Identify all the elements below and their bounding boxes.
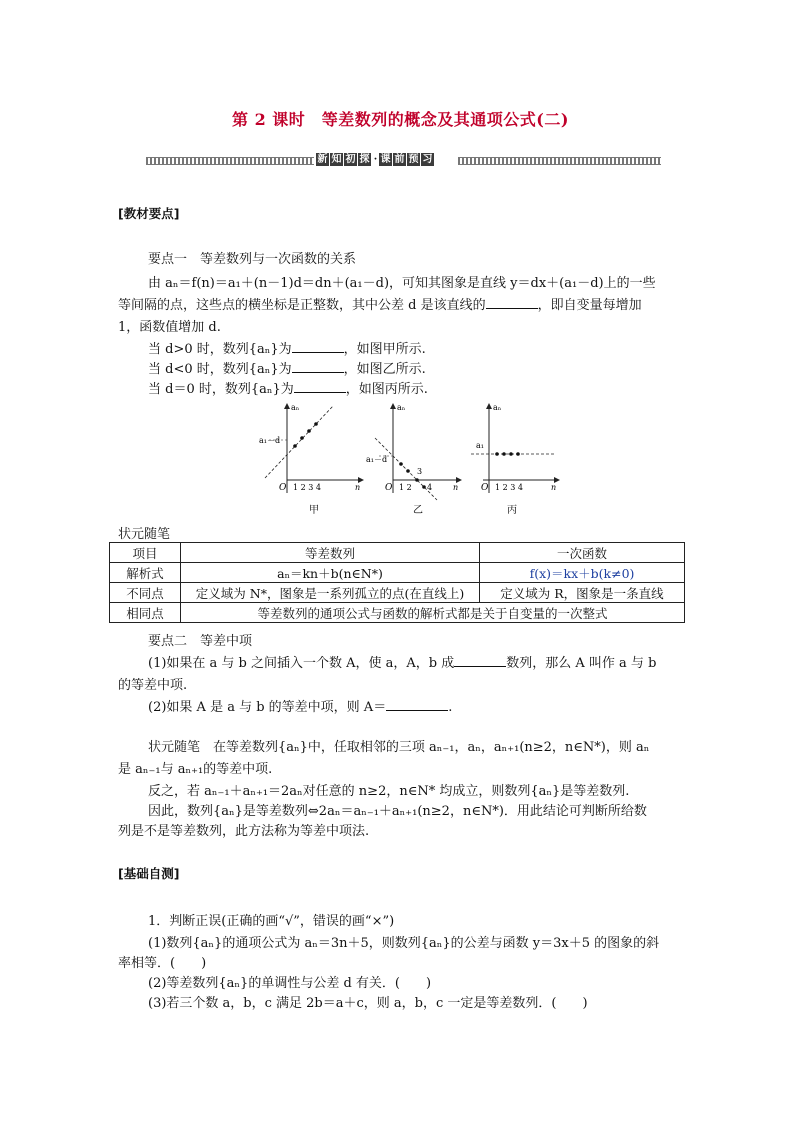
point2-item2: [148, 696, 452, 715]
caption-yi: 乙: [413, 505, 423, 516]
note1-title: 状元随笔: [118, 527, 171, 542]
point2-item1-tail: 数列，那么 A 叫作 a 与 b: [506, 656, 657, 671]
data-point: [422, 485, 426, 489]
tick-labels: 1 2: [399, 483, 412, 492]
answer-blank[interactable]: [386, 698, 448, 711]
note2-line4: 因此，数列{aₙ}是等差数列⇔2aₙ＝aₙ₋₁＋aₙ₊₁(n≥2，n∈N*)．用此结论可判断所给数: [148, 804, 647, 819]
exercise-s1: (1)数列{aₙ}的通项公式为 aₙ＝3n＋5，则数列{aₙ}的公差与函数 y＝3x＋5 的图象的斜: [148, 936, 660, 951]
caption-bing: 丙: [507, 505, 517, 516]
point2-heading: 要点二 等差中项: [148, 634, 253, 649]
table-cell: f(x)＝kx＋b(k≠0): [480, 563, 685, 583]
table-header: 等差数列: [181, 543, 480, 563]
intercept-label: a₁: [476, 441, 484, 450]
y-axis-label: aₙ: [493, 403, 502, 412]
x-axis-label: n: [551, 483, 557, 492]
data-point: [495, 452, 499, 456]
answer-blank[interactable]: [292, 360, 344, 373]
graphs-figure: [255, 398, 575, 518]
point1-line2: [118, 294, 642, 313]
point1-line3: 1，函数值增加 d.: [118, 320, 221, 335]
note2-line5: 列是不是等差数列，此方法称为等差中项法.: [118, 824, 370, 839]
exercise-s1-cont: 率相等．( ): [118, 956, 207, 971]
data-point: [314, 422, 318, 426]
point2-item1: [148, 652, 656, 671]
banner-chip: 新: [317, 154, 328, 165]
tick-label-4: 4: [427, 483, 433, 492]
y-axis-label: aₙ: [291, 403, 300, 412]
table-row: [110, 583, 685, 603]
exercise-s2: (2)等差数列{aₙ}的单调性与公差 d 有关．( ): [148, 976, 432, 991]
origin-label: O: [385, 483, 393, 493]
case-text: 当 d>0 时，数列{aₙ}为: [148, 342, 292, 357]
data-point: [300, 436, 304, 440]
table-header: 一次函数: [480, 543, 685, 563]
answer-blank[interactable]: [292, 340, 344, 353]
banner-chip: 预: [408, 154, 419, 165]
banner-chip: 前: [394, 154, 405, 165]
point1-line1: 由 aₙ＝f(n)＝a₁＋(n－1)d＝dn＋(a₁－d)，可知其图象是直线 y＝dx＋(a₁－d)上的一些: [148, 276, 656, 291]
section-header-materials: [教材要点]: [118, 206, 180, 221]
data-point: [415, 478, 419, 482]
intercept-label: a₁－d: [259, 436, 281, 445]
section-banner: [146, 152, 661, 168]
case-decreasing: [148, 358, 426, 377]
section-header-selftest: [基础自测]: [118, 866, 180, 881]
origin-label: O: [481, 483, 489, 493]
banner-chip: 探: [359, 154, 370, 165]
comparison-table: [109, 542, 685, 623]
exercise-q1: 1．判断正误(正确的画“√”，错误的画“×”): [148, 914, 395, 929]
table-header-row: [110, 543, 685, 563]
caption-jia: 甲: [309, 505, 319, 516]
case-tail: ，如图丙所示.: [345, 382, 428, 397]
note2-line3: 反之，若 aₙ₋₁＋aₙ₊₁＝2aₙ对任意的 n≥2，n∈N* 均成立，则数列{aₙ}是等差数列.: [148, 784, 630, 799]
case-text: 当 d<0 时，数列{aₙ}为: [148, 362, 292, 377]
graph-jia: [259, 403, 363, 516]
table-cell: 不同点: [110, 583, 181, 603]
point2-item1-cont: 的等差中项.: [118, 678, 188, 693]
point2-item1-text: (1)如果在 a 与 b 之间插入一个数 A，使 a，A，b 成: [148, 656, 455, 671]
table-row: [110, 603, 685, 623]
intercept-label: a₁－d: [366, 455, 388, 464]
tick-label-3: 3: [417, 467, 423, 476]
point1-line2-text: 等间隔的点，这些点的横坐标是正整数，其中公差 d 是该直线的: [118, 298, 486, 313]
table-cell: 等差数列的通项公式与函数的解析式都是关于自变量的一次整式: [181, 603, 685, 623]
note2-line1: 状元随笔 在等差数列{aₙ}中，任取相邻的三项 aₙ₋₁，aₙ，aₙ₊₁(n≥2，n∈N*)，则 aₙ: [148, 740, 650, 755]
banner-right-bar: [458, 157, 661, 165]
graph-bing: [471, 403, 559, 516]
banner-chip: 习: [422, 154, 433, 165]
table-cell: 定义域为 N*，图象是一系列孤立的点(在直线上): [181, 583, 480, 603]
table-header: 项目: [110, 543, 181, 563]
point2-item2-text: (2)如果 A 是 a 与 b 的等差中项，则 A＝: [148, 700, 387, 715]
point2-item2-tail: .: [448, 700, 453, 715]
answer-blank[interactable]: [294, 380, 346, 393]
tick-labels: 1 2 3 4: [293, 483, 321, 492]
data-point: [509, 452, 513, 456]
origin-label: O: [279, 483, 287, 493]
data-point: [293, 444, 297, 448]
case-tail: ，如图甲所示.: [343, 342, 426, 357]
data-point: [406, 469, 410, 473]
banner-chip: 初: [345, 154, 356, 165]
answer-blank[interactable]: [486, 296, 538, 309]
data-point: [307, 429, 311, 433]
data-point: [502, 452, 506, 456]
table-cell: 相同点: [110, 603, 181, 623]
answer-blank[interactable]: [454, 654, 506, 667]
exercise-s3: (3)若三个数 a，b，c 满足 2b＝a＋c，则 a，b，c 一定是等差数列．( ): [148, 996, 588, 1011]
note2-line2: 是 aₙ₋₁与 aₙ₊₁的等差中项.: [118, 762, 273, 777]
x-axis-label: n: [453, 483, 459, 492]
banner-separator: ·: [373, 154, 378, 165]
y-axis-label: aₙ: [397, 403, 406, 412]
banner-chip: 课: [380, 154, 391, 165]
point1-line2-tail: ，即自变量每增加: [537, 298, 642, 313]
banner-chip: 知: [331, 154, 342, 165]
point1-heading: 要点一 等差数列与一次函数的关系: [148, 252, 357, 267]
table-row: [110, 563, 685, 583]
data-point: [399, 462, 403, 466]
page-title: 第 2 课时 等差数列的概念及其通项公式(二): [232, 110, 569, 129]
case-increasing: [148, 338, 426, 357]
data-point: [516, 452, 520, 456]
table-cell: aₙ＝kn＋b(n∈N*): [181, 563, 480, 583]
graph-yi: [366, 403, 461, 516]
banner-left-bar: [146, 157, 314, 165]
case-tail: ，如图乙所示.: [343, 362, 426, 377]
x-axis-label: n: [355, 483, 361, 492]
table-cell: 解析式: [110, 563, 181, 583]
case-text: 当 d＝0 时，数列{aₙ}为: [148, 382, 294, 397]
table-cell: 定义域为 R，图象是一条直线: [480, 583, 685, 603]
tick-labels: 1 2 3 4: [495, 483, 523, 492]
banner-label: [316, 152, 456, 167]
case-constant: [148, 378, 428, 397]
